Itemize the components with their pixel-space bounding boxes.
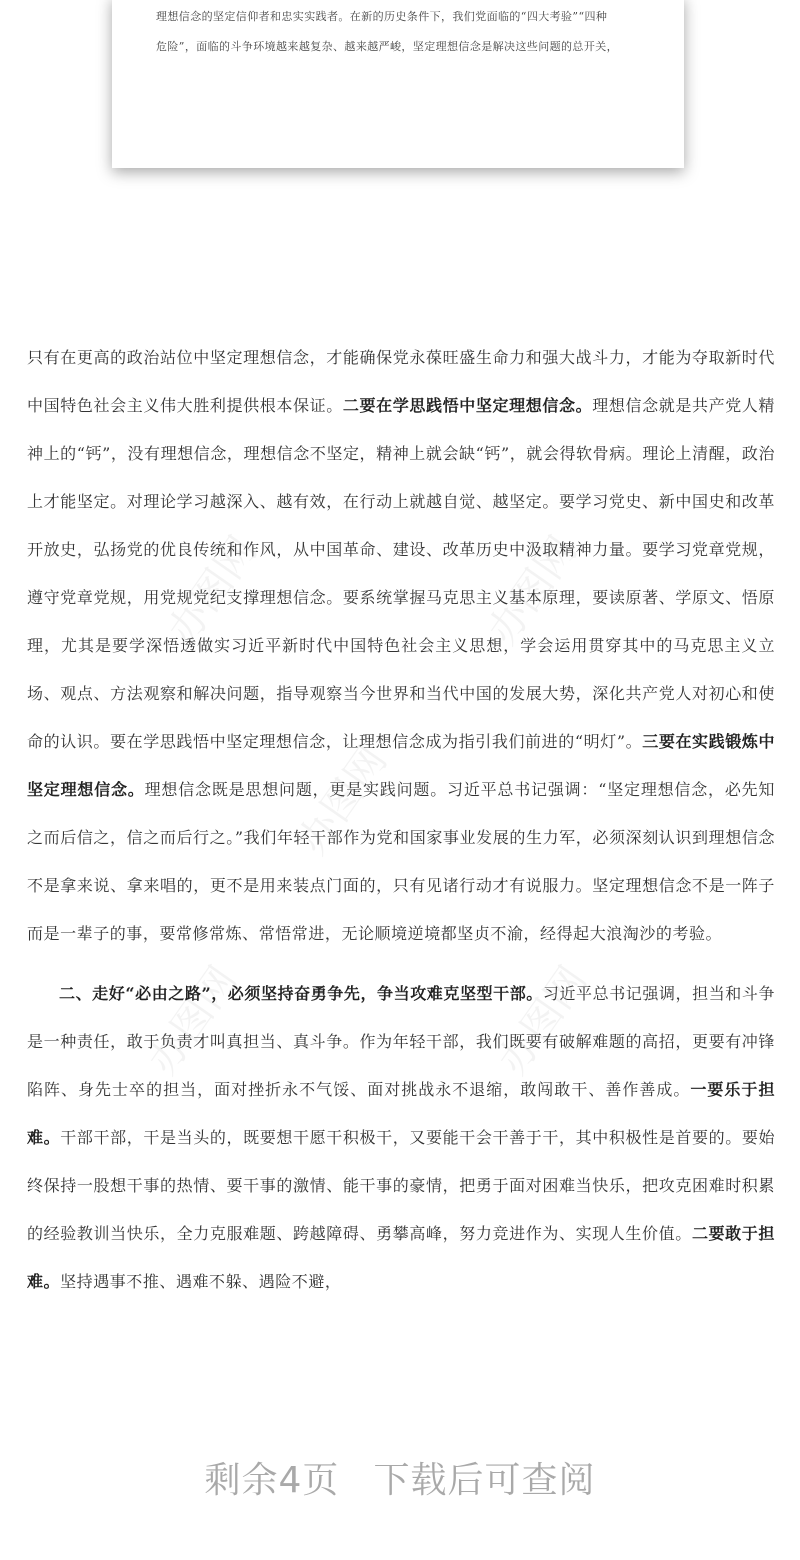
paragraph-text: 只有在更高的政治站位中坚定理想信念，才能确保党永葆旺盛生命力和强大战斗力，才能为夺取新时代中国特色社会主义伟大胜利提供根本保证。 bbox=[27, 348, 775, 415]
preview-line-1: 理想信念的坚定信仰者和忠实实践者。在新的历史条件下，我们党面临的“四大考验”“四种 bbox=[156, 10, 608, 23]
paragraph-text: 理想信念既是思想问题，更是实践问题。习近平总书记强调：“坚定理想信念，必先知之而后信之，信之而后行之。”我们年轻干部作为党和国家事业发展的生力军，必须深刻认识到理想信念不是拿来说、拿来唱的，更不是用来装点门面的，只有见诸行动才有说服力。坚定理想信念不是一阵子而是一辈子的事，要常修常炼、常悟常进，无论顺境逆境都坚贞不渝，经得起大浪淘沙的考验。 bbox=[27, 780, 775, 943]
paragraph-text: 理想信念就是共产党人精神上的“钙”，没有理想信念，理想信念不坚定，精神上就会缺“钙”，就会得软骨病。理论上清醒，政治上才能坚定。对理论学习越深入、越有效，在行动上就越自觉、越坚定。要学习党史、新中国史和改革开放史，弘扬党的优良传统和作风，从中国革命、建设、改革历史中汲取精神力量。要学习党章党规，遵守党章党规，用党规党纪支撑理想信念。要系统掌握马克思主义基本原理，要读原著、学原文、悟原理，尤其是要学深悟透做实习近平新时代中国特色社会主义思想，学会运用贯穿其中的马克思主义立场、观点、方法观察和解决问题，指导观察当今世界和当代中国的发展大势，深化共产党人对初心和使命的认识。要在学思践悟中坚定理想信念，让理想信念成为指引我们前进的“明灯”。 bbox=[27, 396, 775, 751]
watermark-text: 办图网 bbox=[289, 738, 397, 863]
preview-line-2: 危险”，面临的斗争环境越来越复杂、越来越严峻，坚定理想信念是解决这些问题的总开关， bbox=[156, 40, 619, 53]
watermark-text: 办图网 bbox=[139, 958, 247, 1083]
bold-heading: 一要乐于担难。 bbox=[27, 1080, 775, 1147]
remaining-pages-text: 剩余4页 bbox=[204, 1460, 340, 1501]
article-body bbox=[27, 334, 775, 1306]
watermark-text: 办图网 bbox=[489, 958, 597, 1083]
paragraph-text: 坚持遇事不推、遇难不躲、遇险不避， bbox=[60, 1272, 342, 1291]
paragraph-text: 习近平总书记强调，担当和斗争是一种责任，敢于负责才叫真担当、真斗争。作为年轻干部，我们既要有破解难题的高招，更要有冲锋陷阵、身先士卒的担当，面对挫折永不气馁、面对挑战永不退缩，敢闯敢干、善作善成。 bbox=[27, 984, 775, 1099]
watermark-text: 办图网 bbox=[479, 528, 587, 653]
paragraph-text: 干部干部，干是当头的，既要想干愿干积极干，又要能干会干善于干，其中积极性是首要的。要始终保持一股想干事的热情、要干事的激情、能干事的豪情，把勇于面对困难当快乐，把攻克困难时积累的经验教训当快乐，全力克服难题、跨越障碍、勇攀高峰，努力竞进作为、实现人生价值。 bbox=[27, 1128, 775, 1243]
download-prompt[interactable] bbox=[0, 1452, 800, 1503]
article-paragraph bbox=[27, 334, 775, 958]
article-paragraph bbox=[27, 970, 775, 1306]
document-preview-card bbox=[112, 0, 684, 168]
download-to-view-text: 下载后可查阅 bbox=[373, 1460, 596, 1501]
section-heading: 二、走好“必由之路”，必须坚持奋勇争先，争当攻难克坚型干部。 bbox=[59, 984, 543, 1003]
watermark-text: 办图网 bbox=[159, 528, 267, 653]
bold-heading: 三要在实践锻炼中坚定理想信念。 bbox=[27, 732, 775, 799]
bold-heading: 二要敢于担难。 bbox=[27, 1224, 775, 1291]
bold-heading: 二要在学思践悟中坚定理想信念。 bbox=[342, 396, 593, 415]
